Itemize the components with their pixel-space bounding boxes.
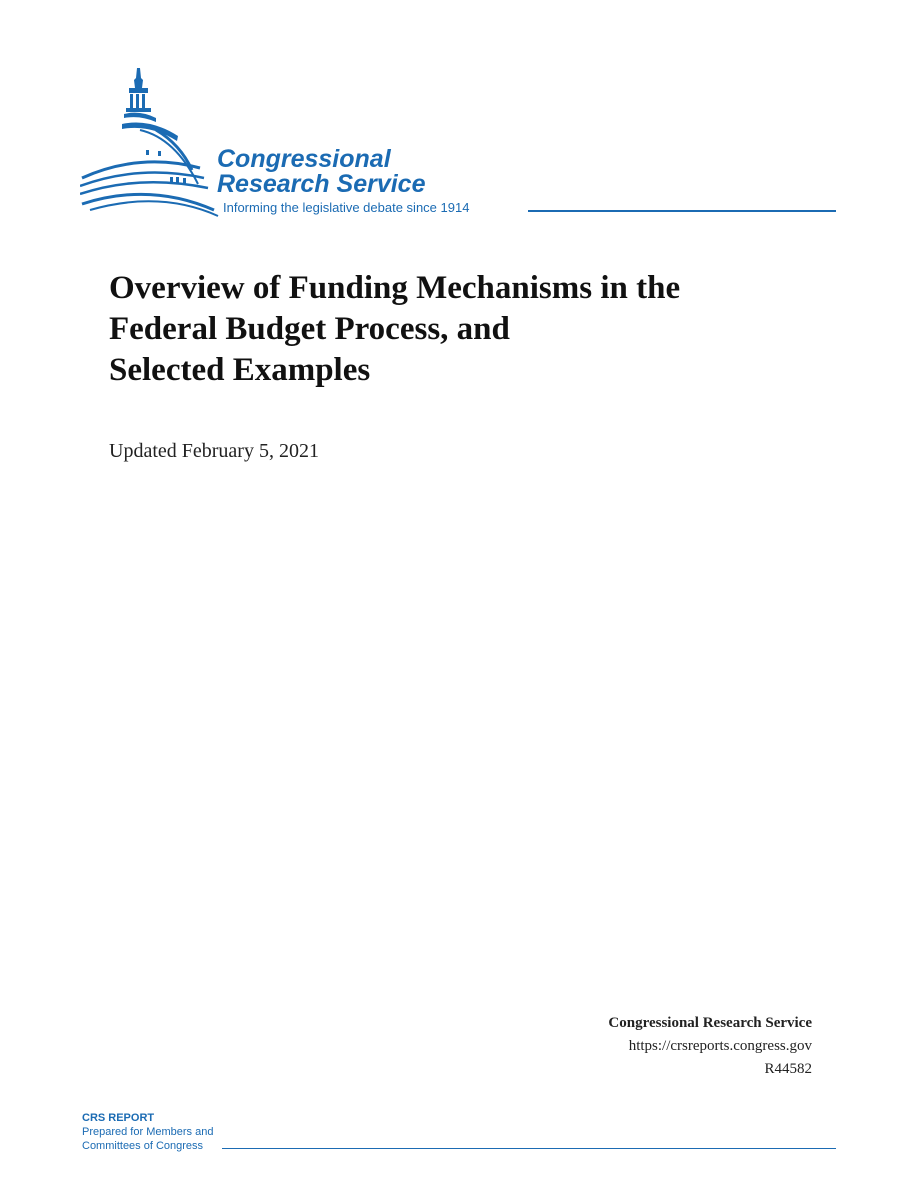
brand-tagline: Informing the legislative debate since 1914 — [223, 200, 470, 215]
header-rule — [528, 210, 836, 212]
report-title-line: Overview of Funding Mechanisms in the — [109, 270, 681, 306]
report-title-line: Selected Examples — [109, 352, 371, 388]
publisher-block — [608, 1012, 812, 1081]
footer-report-label: CRS REPORT — [82, 1112, 155, 1124]
updated-date: Updated February 5, 2021 — [109, 440, 319, 462]
footer-prepared-line: Prepared for Members and — [82, 1126, 214, 1138]
brand-name-line1: Congressional — [217, 145, 391, 173]
report-title-line: Federal Budget Process, and — [109, 311, 510, 347]
publisher-name: Congressional Research Service — [608, 1015, 812, 1031]
footer-committees-line: Committees of Congress — [82, 1140, 204, 1152]
capitol-dome-icon — [80, 66, 220, 218]
report-number: R44582 — [764, 1061, 812, 1077]
publisher-url[interactable]: https://crsreports.congress.gov — [628, 1038, 812, 1054]
footer-rule — [222, 1148, 836, 1149]
brand-name-line2: Research Service — [217, 170, 426, 198]
report-title — [109, 268, 809, 391]
